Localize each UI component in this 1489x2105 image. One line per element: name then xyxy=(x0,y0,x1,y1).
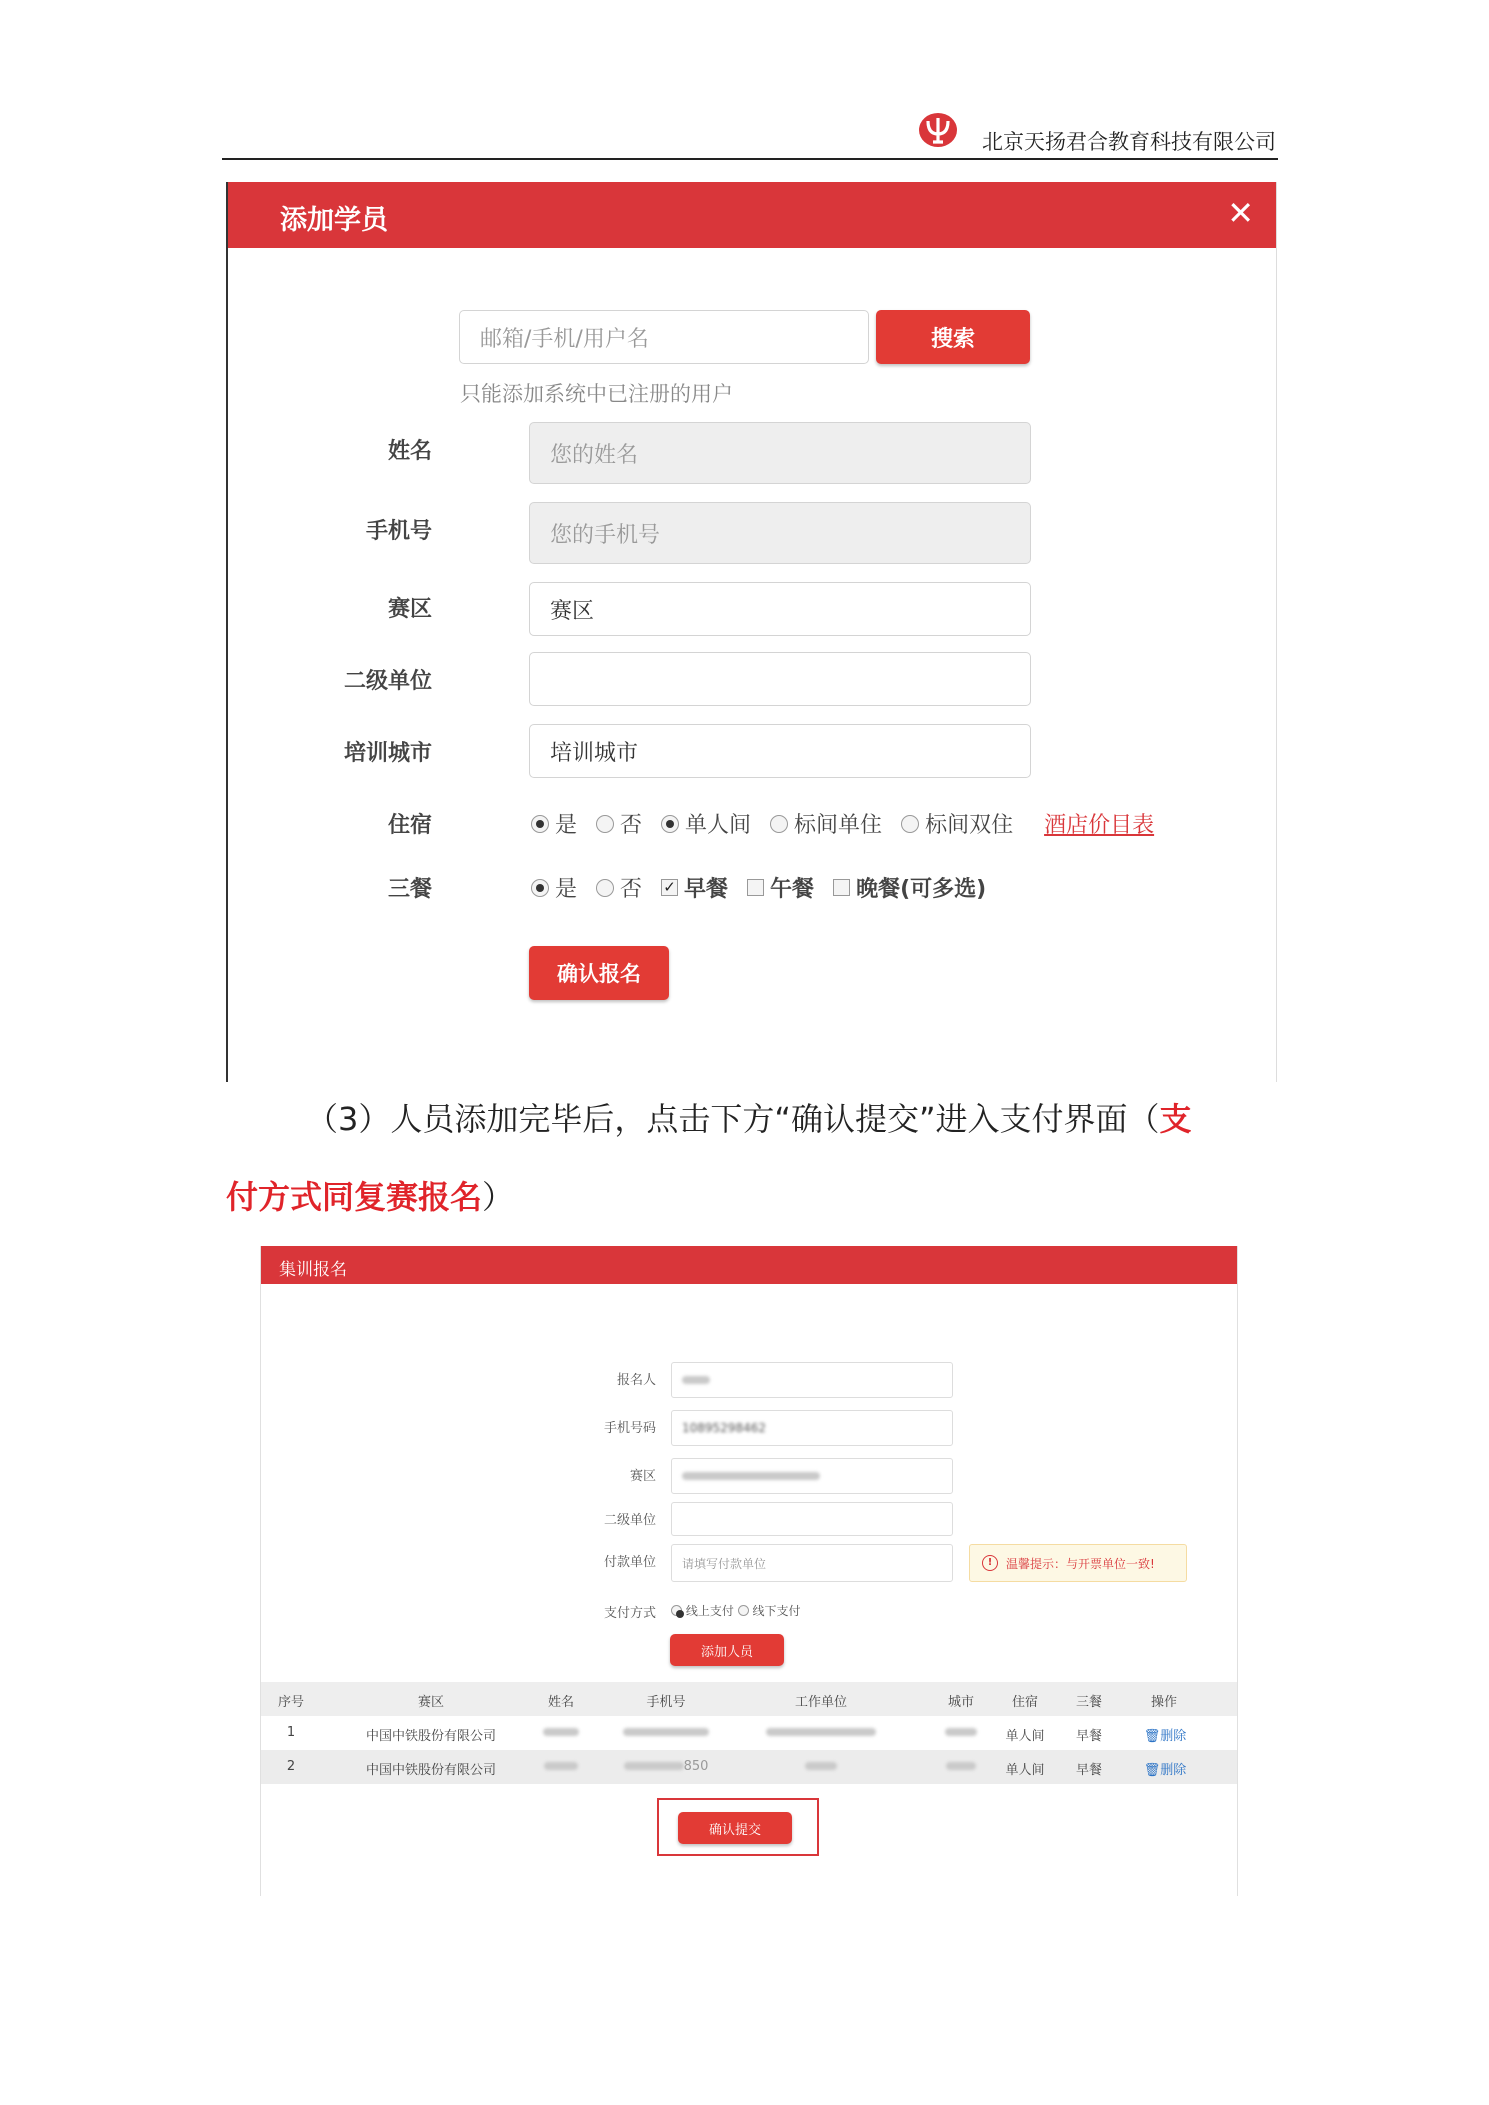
row-lodging: 单人间 xyxy=(1005,1729,1045,1744)
meals-yes-label: 是 xyxy=(555,877,578,902)
delete-button[interactable] xyxy=(1133,1759,1197,1778)
region-field-2[interactable] xyxy=(671,1458,953,1494)
col-phone: 手机号 xyxy=(646,1695,686,1710)
unit-field-2[interactable] xyxy=(671,1502,953,1536)
meals-label: 三餐 xyxy=(387,877,432,902)
blurred-text xyxy=(543,1728,579,1736)
dinner-checkbox[interactable] xyxy=(833,879,850,896)
unit-label: 二级单位 xyxy=(343,669,432,694)
row-no: 2 xyxy=(286,1759,296,1774)
panel-title: 集训报名 xyxy=(279,1260,347,1280)
pay-online-label: 线上支付 xyxy=(685,1604,734,1618)
psi-logo-icon xyxy=(918,112,958,148)
phone-label: 手机号 xyxy=(365,519,432,544)
row-lodging: 单人间 xyxy=(1005,1763,1045,1778)
row-meal: 早餐 xyxy=(1075,1729,1102,1744)
col-workplace: 工作单位 xyxy=(794,1695,847,1710)
row-workplace xyxy=(761,1759,881,1774)
document-header xyxy=(222,112,1278,160)
table-row xyxy=(261,1750,1237,1784)
blurred-text xyxy=(624,1762,684,1770)
blurred-text xyxy=(682,1472,820,1480)
delete-label: 删除 xyxy=(1160,1729,1187,1744)
region-label-2: 赛区 xyxy=(629,1469,656,1484)
modal-header xyxy=(228,182,1276,248)
confirm-signup-button[interactable]: 确认报名 xyxy=(529,946,669,1000)
instruction-line-2 xyxy=(226,1172,514,1218)
dinner-label: 晚餐(可多选) xyxy=(856,877,987,902)
row-phone xyxy=(621,1725,711,1740)
meals-yes-radio[interactable] xyxy=(531,879,549,897)
trash-icon: 🗑 xyxy=(1143,1763,1161,1778)
instruction-line-1 xyxy=(306,1094,1192,1140)
lodging-options xyxy=(531,808,1154,839)
std-double-radio[interactable] xyxy=(901,815,919,833)
payer-label: 付款单位 xyxy=(603,1555,656,1570)
phone-field[interactable]: 您的手机号 xyxy=(529,502,1031,564)
blurred-text xyxy=(623,1728,709,1736)
row-phone xyxy=(621,1759,711,1774)
col-no: 序号 xyxy=(277,1695,304,1710)
meals-no-label: 否 xyxy=(620,877,643,902)
add-person-button[interactable]: 添加人员 xyxy=(670,1634,784,1666)
blurred-text xyxy=(766,1728,876,1736)
lodging-label: 住宿 xyxy=(387,813,432,838)
lodging-yes-label: 是 xyxy=(555,813,578,838)
unit-field[interactable] xyxy=(529,652,1031,706)
row-no: 1 xyxy=(286,1725,296,1740)
search-input[interactable]: 邮箱/手机/用户名 xyxy=(459,310,869,364)
instruction-highlight: 支 xyxy=(1159,1100,1192,1138)
single-room-radio[interactable] xyxy=(661,815,679,833)
modal-title: 添加学员 xyxy=(280,205,388,236)
meals-options xyxy=(531,872,998,903)
table-header xyxy=(261,1682,1237,1716)
blurred-text xyxy=(945,1728,977,1736)
lodging-no-label: 否 xyxy=(620,813,643,838)
confirm-submit-button[interactable]: 确认提交 xyxy=(678,1812,792,1844)
blurred-text xyxy=(682,1376,710,1384)
city-label: 培训城市 xyxy=(343,741,432,766)
single-room-label: 单人间 xyxy=(685,813,752,838)
col-name: 姓名 xyxy=(547,1695,574,1710)
city-field[interactable]: 培训城市 xyxy=(529,724,1031,778)
table-row xyxy=(261,1716,1237,1750)
trash-icon: 🗑 xyxy=(1143,1729,1161,1744)
phone-field-2[interactable] xyxy=(671,1410,953,1446)
pay-offline-label: 线下支付 xyxy=(752,1604,801,1618)
row-city xyxy=(941,1759,981,1774)
applicant-label: 报名人 xyxy=(616,1373,656,1388)
breakfast-label: 早餐 xyxy=(684,877,729,902)
applicant-field[interactable] xyxy=(671,1362,953,1398)
phone-value: 10895298462 xyxy=(682,1421,766,1435)
pay-online-radio[interactable] xyxy=(671,1605,682,1616)
delete-button[interactable] xyxy=(1133,1725,1197,1744)
blurred-text xyxy=(946,1762,976,1770)
search-button[interactable]: 搜索 xyxy=(876,310,1030,364)
unit-label-2: 二级单位 xyxy=(603,1513,656,1528)
breakfast-checkbox[interactable]: ✓ xyxy=(661,879,678,896)
delete-label: 删除 xyxy=(1160,1763,1187,1778)
lunch-checkbox[interactable] xyxy=(747,879,764,896)
pay-method-options xyxy=(671,1602,801,1619)
lodging-no-radio[interactable] xyxy=(596,815,614,833)
col-action: 操作 xyxy=(1150,1695,1177,1710)
blurred-text xyxy=(544,1762,578,1770)
row-region: 中国中铁股份有限公司 xyxy=(365,1729,496,1744)
row-name xyxy=(531,1725,591,1740)
std-double-label: 标间双住 xyxy=(925,813,1014,838)
name-label: 姓名 xyxy=(387,439,432,464)
payer-tip xyxy=(969,1544,1187,1582)
instruction-text: （3）人员添加完毕后，点击下方“确认提交”进入支付界面（ xyxy=(306,1100,1160,1138)
instruction-highlight-2: 付方式同复赛报名 xyxy=(226,1178,483,1216)
search-hint: 只能添加系统中已注册的用户 xyxy=(460,382,733,406)
region-label: 赛区 xyxy=(387,597,432,622)
warning-icon: ! xyxy=(982,1555,998,1571)
close-icon[interactable]: ✕ xyxy=(1227,194,1254,232)
col-lodging: 住宿 xyxy=(1011,1695,1038,1710)
col-city: 城市 xyxy=(947,1695,974,1710)
row-region: 中国中铁股份有限公司 xyxy=(365,1763,496,1778)
add-student-modal xyxy=(226,182,1277,1082)
hotel-price-link[interactable]: 酒店价目表 xyxy=(1044,813,1155,838)
phone-tail: 850 xyxy=(683,1759,709,1774)
company-name: 北京天扬君合教育科技有限公司 xyxy=(982,130,1276,154)
lodging-yes-radio[interactable] xyxy=(531,815,549,833)
panel-header xyxy=(261,1246,1237,1284)
row-city xyxy=(941,1725,981,1740)
pay-offline-radio[interactable] xyxy=(738,1605,749,1616)
blurred-text xyxy=(805,1762,837,1770)
payer-field[interactable]: 请填写付款单位 xyxy=(671,1544,953,1582)
col-region: 赛区 xyxy=(417,1695,444,1710)
std-single-radio[interactable] xyxy=(770,815,788,833)
phone-label-2: 手机号码 xyxy=(603,1421,656,1436)
std-single-label: 标间单住 xyxy=(794,813,883,838)
instruction-suffix: ） xyxy=(482,1178,515,1216)
row-workplace xyxy=(761,1725,881,1740)
tip-text: 温馨提示：与开票单位一致! xyxy=(1006,1556,1155,1571)
row-name xyxy=(531,1759,591,1774)
region-field[interactable]: 赛区 xyxy=(529,582,1031,636)
col-meals: 三餐 xyxy=(1075,1695,1102,1710)
name-field[interactable]: 您的姓名 xyxy=(529,422,1031,484)
pay-method-label: 支付方式 xyxy=(603,1606,656,1621)
training-signup-panel xyxy=(260,1246,1238,1896)
lunch-label: 午餐 xyxy=(770,877,815,902)
row-meal: 早餐 xyxy=(1075,1763,1102,1778)
meals-no-radio[interactable] xyxy=(596,879,614,897)
